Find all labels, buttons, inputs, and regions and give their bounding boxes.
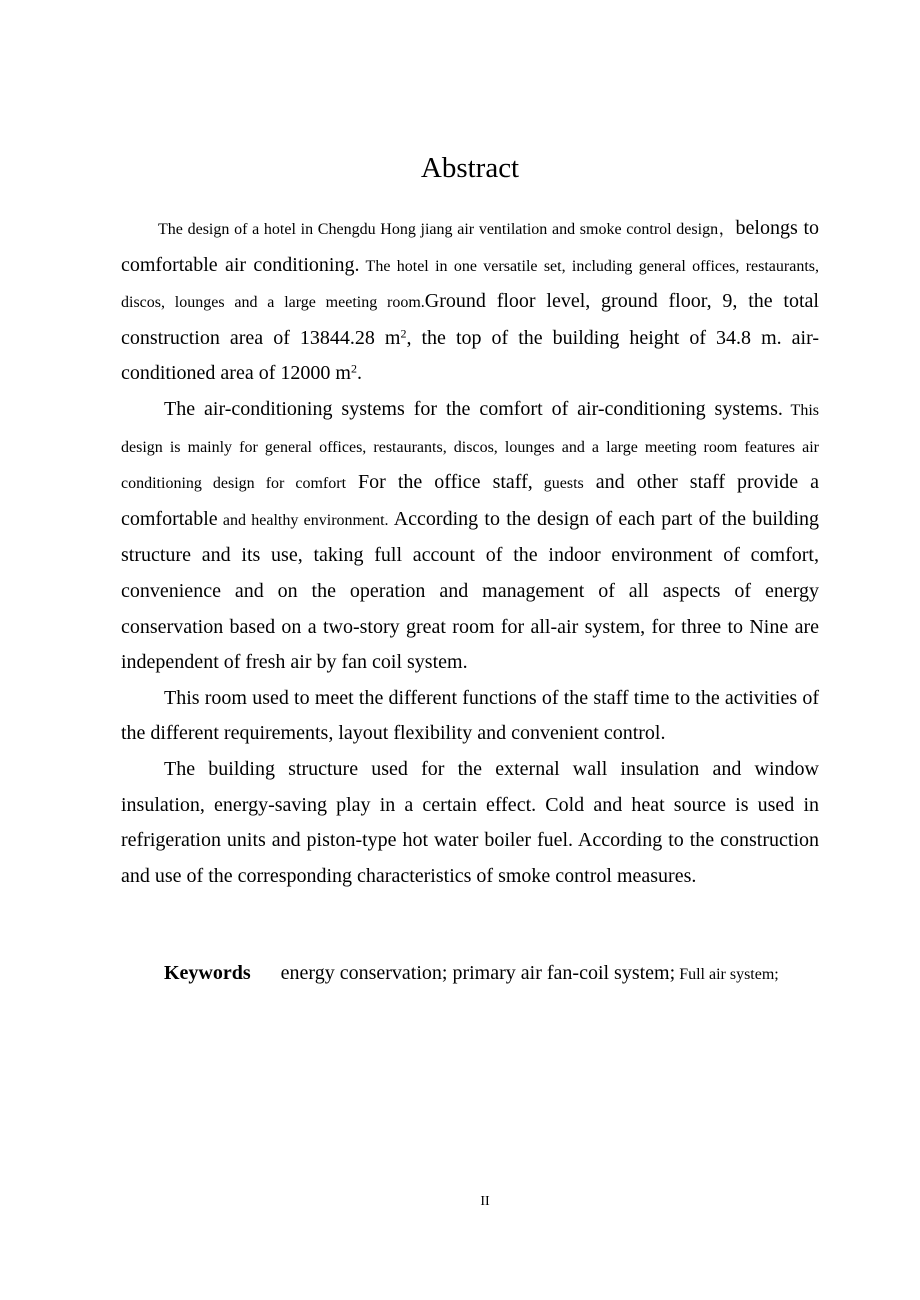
keywords-line — [121, 955, 819, 993]
abstract-title: Abstract — [420, 152, 520, 184]
page-number: II — [480, 1194, 490, 1209]
superscript: 2 — [400, 326, 407, 341]
paragraph-2 — [121, 392, 819, 681]
text-run: , the top of the building height of 34.8 m. air-conditioned area of 12000 m — [121, 326, 819, 385]
text-run: For the office staff, — [346, 471, 533, 494]
text-run: This design is mainly for general offices, restaurants, discos, lounges and a large meeting room features air conditioning design for comfort — [121, 401, 819, 493]
text-run: Ground floor level, ground floor, 9, the total construction area of 13844.28 m — [121, 290, 819, 349]
paragraph-1 — [121, 211, 819, 392]
text-run: According to the design of each part of the building structure and its use, taking full account of the indoor environment of comfort, convenience and on the operation and management of all aspects of energy conservation based on a two-story great room for all-air system, for three to Nine are independent of fresh air by fan coil system. — [121, 507, 819, 674]
keywords-text: energy conservation; primary air fan-coil system; — [280, 962, 676, 984]
text-run: and healthy environment. — [217, 511, 389, 529]
text-run: guests — [532, 475, 584, 493]
text-run: belongs to comfortable air conditioning. — [121, 217, 820, 276]
abstract-body — [121, 211, 819, 894]
text-run: The hotel in one versatile set, including general offices, restaurants, discos, lounges and a large meeting room. — [121, 257, 820, 312]
keywords-text-small: Full air system; — [675, 966, 779, 983]
text-run: The air-conditioning systems for the comfort of air-conditioning systems. — [164, 397, 783, 420]
text-run: The design of a hotel in Chengdu Hong jiang air ventilation and smoke control design， — [158, 221, 736, 238]
paragraph-3: This room used to meet the different functions of the staff time to the activities of the different requirements, layout flexibility and convenient control. — [121, 686, 819, 745]
keywords-label: Keywords — [164, 962, 251, 984]
paragraph-4: The building structure used for the external wall insulation and window insulation, energy-saving play in a certain effect. Cold and heat source is used in refrigeration units and piston-type hot water boiler fuel. According to the construction and use of the corresponding characteristics of smoke control measures. — [121, 757, 819, 887]
text-run: and other staff provide a comfortable — [121, 471, 819, 530]
text-run: . — [356, 362, 362, 385]
superscript: 2 — [350, 361, 357, 376]
